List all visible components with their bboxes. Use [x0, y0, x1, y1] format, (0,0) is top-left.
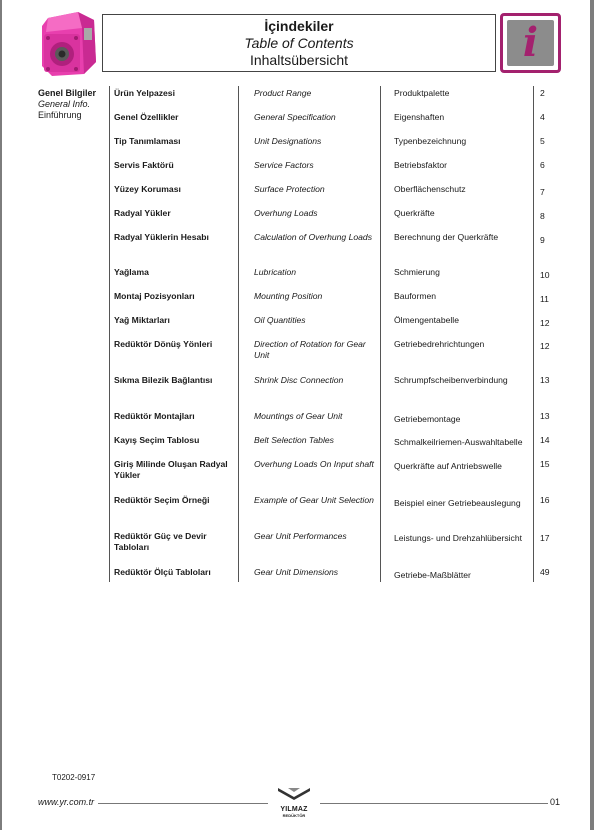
- toc-page-number: 9: [540, 235, 545, 245]
- toc-title-turkish: Yağlama: [114, 267, 149, 277]
- toc-title-english: Calculation of Overhung Loads: [254, 232, 373, 242]
- page-number: 01: [550, 797, 561, 807]
- gear-unit-image: [38, 10, 100, 78]
- toc-title-german: Eigenshaften: [394, 112, 445, 122]
- toc-page-number: 8: [540, 211, 545, 221]
- toc-title-german: Schmierung: [394, 267, 440, 277]
- toc-title-turkish: Yağ Miktarları: [114, 315, 170, 325]
- toc-title-english: Oil Quantities: [254, 315, 306, 325]
- logo-mark-icon: [274, 787, 314, 801]
- toc-title-turkish: Servis Faktörü: [114, 160, 174, 170]
- info-icon: [500, 13, 561, 73]
- toc-page-number: 15: [540, 459, 550, 469]
- toc-title-turkish: Giriş Milinde Oluşan Radyal Yükler: [114, 459, 228, 480]
- toc-page-number: 13: [540, 375, 550, 385]
- section-label: [38, 88, 110, 121]
- company-logo: [274, 787, 314, 819]
- toc-title-english: Gear Unit Dimensions: [254, 567, 339, 577]
- toc-title-german: Beispiel einer Getriebeauslegung: [394, 498, 521, 508]
- section-english: General Info.: [38, 99, 91, 109]
- toc-title-german: Querkräfte: [394, 208, 435, 218]
- info-icon-background: [507, 20, 554, 66]
- document-page: [2, 0, 590, 830]
- footer-rule-left: [98, 803, 268, 804]
- toc-title-german: Berechnung der Querkräfte: [394, 232, 499, 242]
- toc-title-turkish: Montaj Pozisyonları: [114, 291, 195, 301]
- toc-title-german: Getriebedrehrichtungen: [394, 339, 485, 349]
- document-code: T0202-0917: [52, 773, 96, 782]
- toc-title-german: Schrumpfscheibenverbindung: [394, 375, 508, 385]
- toc-title-english: Mountings of Gear Unit: [254, 411, 343, 421]
- toc-page-number: 4: [540, 112, 545, 122]
- column-divider: [380, 86, 381, 582]
- toc-title-turkish: Ürün Yelpazesi: [114, 88, 175, 98]
- toc-title-turkish: Redüktör Montajları: [114, 411, 195, 421]
- toc-page-number: 16: [540, 495, 550, 505]
- title-german: Inhaltsübersicht: [249, 52, 349, 68]
- column-divider: [109, 86, 110, 582]
- toc-title-turkish: Yüzey Koruması: [114, 184, 181, 194]
- toc-title-german: Bauformen: [394, 291, 437, 301]
- toc-title-english: Overhung Loads On Input shaft: [254, 459, 374, 469]
- toc-title-german: Schmalkeilriemen-Auswahltabelle: [394, 437, 523, 447]
- toc-page-number: 12: [540, 341, 550, 351]
- toc-title-english: Example of Gear Unit Selection: [254, 495, 374, 505]
- toc-title-german: Leistungs- und Drehzahlübersicht: [394, 533, 523, 543]
- toc-title-english: Surface Protection: [254, 184, 325, 194]
- toc-title-german: Typenbezeichnung: [394, 136, 467, 146]
- toc-title-english: Service Factors: [254, 160, 314, 170]
- toc-page-number: 2: [540, 88, 545, 98]
- toc-title-turkish: Genel Özellikler: [114, 112, 179, 122]
- toc-page-number: 14: [540, 435, 550, 445]
- title-english: Table of Contents: [244, 35, 354, 51]
- toc-title-german: Oberflächenschutz: [394, 184, 466, 194]
- title-turkish: İçindekiler: [264, 18, 334, 34]
- toc-title-turkish: Tip Tanımlaması: [114, 136, 181, 146]
- toc-title-german: Getriebemontage: [394, 414, 461, 424]
- toc-title-german: Ölmengentabelle: [394, 315, 459, 325]
- toc-page-number: 5: [540, 136, 545, 146]
- title-box: [102, 14, 496, 72]
- toc-title-english: Lubrication: [254, 267, 297, 277]
- toc-title-turkish: Radyal Yüklerin Hesabı: [114, 232, 209, 242]
- toc-page-number: 49: [540, 567, 550, 577]
- footer-rule-right: [320, 803, 548, 804]
- toc-page-number: 17: [540, 533, 550, 543]
- website-link[interactable]: www.yr.com.tr: [38, 797, 95, 807]
- toc-title-german: Querkräfte auf Antriebswelle: [394, 461, 502, 471]
- toc-title-turkish: Sıkma Bilezik Bağlantısı: [114, 375, 213, 385]
- toc-title-turkish: Redüktör Dönüş Yönleri: [114, 339, 213, 349]
- toc-title-english: Overhung Loads: [254, 208, 318, 218]
- toc-title-turkish: Kayış Seçim Tablosu: [114, 435, 200, 445]
- toc-title-german: Betriebsfaktor: [394, 160, 448, 170]
- toc-title-english: Shrink Disc Connection: [254, 375, 344, 385]
- toc-title-turkish: Redüktör Güç ve Devir Tabloları: [114, 531, 207, 552]
- info-glyph: i: [522, 19, 539, 66]
- toc-page-number: 7: [540, 187, 545, 197]
- toc-title-german: Getriebe-Maßblätter: [394, 570, 471, 580]
- toc-page-number: 12: [540, 318, 550, 328]
- logo-name: YILMAZ: [280, 806, 308, 813]
- toc-title-german: Produktpalette: [394, 88, 450, 98]
- toc-title-english: Unit Designations: [254, 136, 322, 146]
- toc-title-turkish: Redüktör Seçim Örneği: [114, 495, 210, 505]
- toc-page-number: 13: [540, 411, 550, 421]
- toc-title-english: Direction of Rotation for Gear Unit: [254, 339, 366, 360]
- toc-page-number: 11: [540, 294, 549, 304]
- toc-page-number: 6: [540, 160, 545, 170]
- toc-title-english: Gear Unit Performances: [254, 531, 347, 541]
- toc-title-english: Belt Selection Tables: [254, 435, 334, 445]
- toc-page-number: 10: [540, 270, 550, 280]
- section-turkish: Genel Bilgiler: [38, 88, 97, 98]
- toc-title-english: General Specification: [254, 112, 336, 122]
- toc-title-english: Product Range: [254, 88, 312, 98]
- section-german: Einführung: [38, 110, 82, 120]
- toc-title-turkish: Redüktör Ölçü Tabloları: [114, 567, 211, 577]
- toc-title-turkish: Radyal Yükler: [114, 208, 171, 218]
- toc-title-english: Mounting Position: [254, 291, 323, 301]
- logo-subtitle: REDÜKTÖR: [282, 813, 306, 818]
